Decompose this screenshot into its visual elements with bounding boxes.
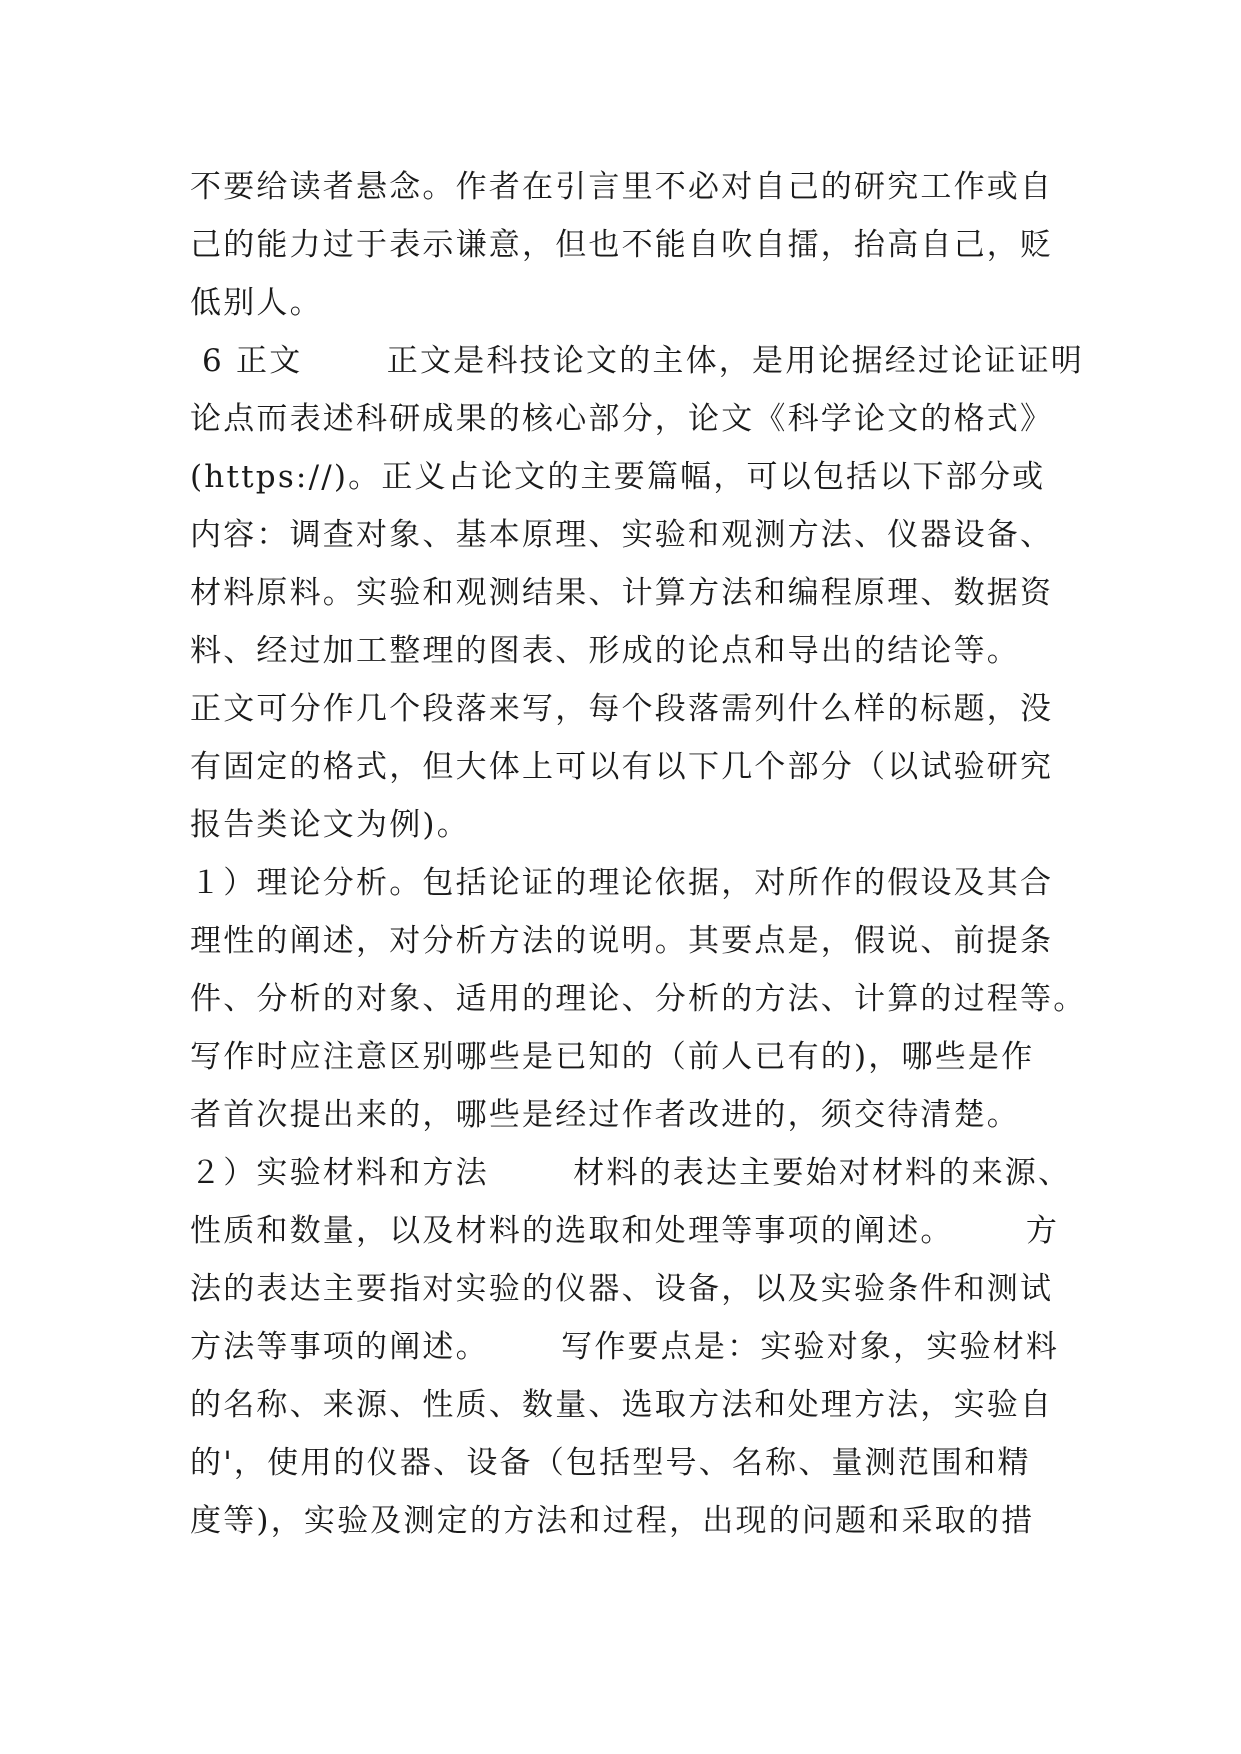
text-line: 度等)，实验及测定的方法和过程，出现的问题和采取的措 (190, 1503, 1035, 1539)
text-line: 报告类论文为例)。 (190, 807, 470, 843)
text-line: 法的表达主要指对实验的仪器、设备，以及实验条件和测试 (190, 1271, 1054, 1307)
list-item-line: ２）实验材料和方法 材料的表达主要始对材料的来源、 (190, 1155, 1072, 1191)
text-line: 的名称、来源、性质、数量、选取方法和处理方法，实验自 (190, 1387, 1054, 1423)
text-line: 己的能力过于表示谦意，但也不能自吹自擂，抬高自己，贬 (190, 227, 1054, 263)
text-line: 方法等事项的阐述。 写作要点是：实验对象，实验材料 (190, 1329, 1060, 1365)
text-line: 件、分析的对象、适用的理论、分析的方法、计算的过程等。 (190, 981, 1087, 1017)
text-line: 料、经过加工整理的图表、形成的论点和导出的结论等。 (190, 633, 1020, 669)
list-item-line: １）理论分析。包括论证的理论依据，对所作的假设及其合 (190, 865, 1054, 901)
text-line: 写作时应注意区别哪些是已知的（前人已有的)，哪些是作 (190, 1039, 1035, 1075)
section-heading-line: 6 正文 正文是科技论文的主体，是用论据经过论证证明 (190, 343, 1085, 379)
text-line: 内容：调查对象、基本原理、实验和观测方法、仪器设备、 (190, 517, 1054, 553)
text-line: 者首次提出来的，哪些是经过作者改进的，须交待清楚。 (190, 1097, 1020, 1133)
body-text (190, 158, 1087, 1550)
text-line: 性质和数量，以及材料的选取和处理等事项的阐述。 方 (190, 1213, 1060, 1249)
text-line: 材料原料。实验和观测结果、计算方法和编程原理、数据资 (190, 575, 1054, 611)
text-line: 不要给读者悬念。作者在引言里不必对自己的研究工作或自 (190, 169, 1054, 205)
text-line: (https://)。正义占论文的主要篇幅，可以包括以下部分或 (190, 459, 1046, 495)
text-line: 正文可分作几个段落来写，每个段落需列什么样的标题，没 (190, 691, 1054, 727)
text-line: 有固定的格式，但大体上可以有以下几个部分（以试验研究 (190, 749, 1054, 785)
text-line: 低别人。 (190, 285, 323, 321)
text-line: 论点而表述科研成果的核心部分，论文《科学论文的格式》 (190, 401, 1054, 437)
text-line: 理性的阐述，对分析方法的说明。其要点是，假说、前提条 (190, 923, 1054, 959)
text-line: 的'，使用的仪器、设备（包括型号、名称、量测范围和精 (190, 1445, 1031, 1481)
